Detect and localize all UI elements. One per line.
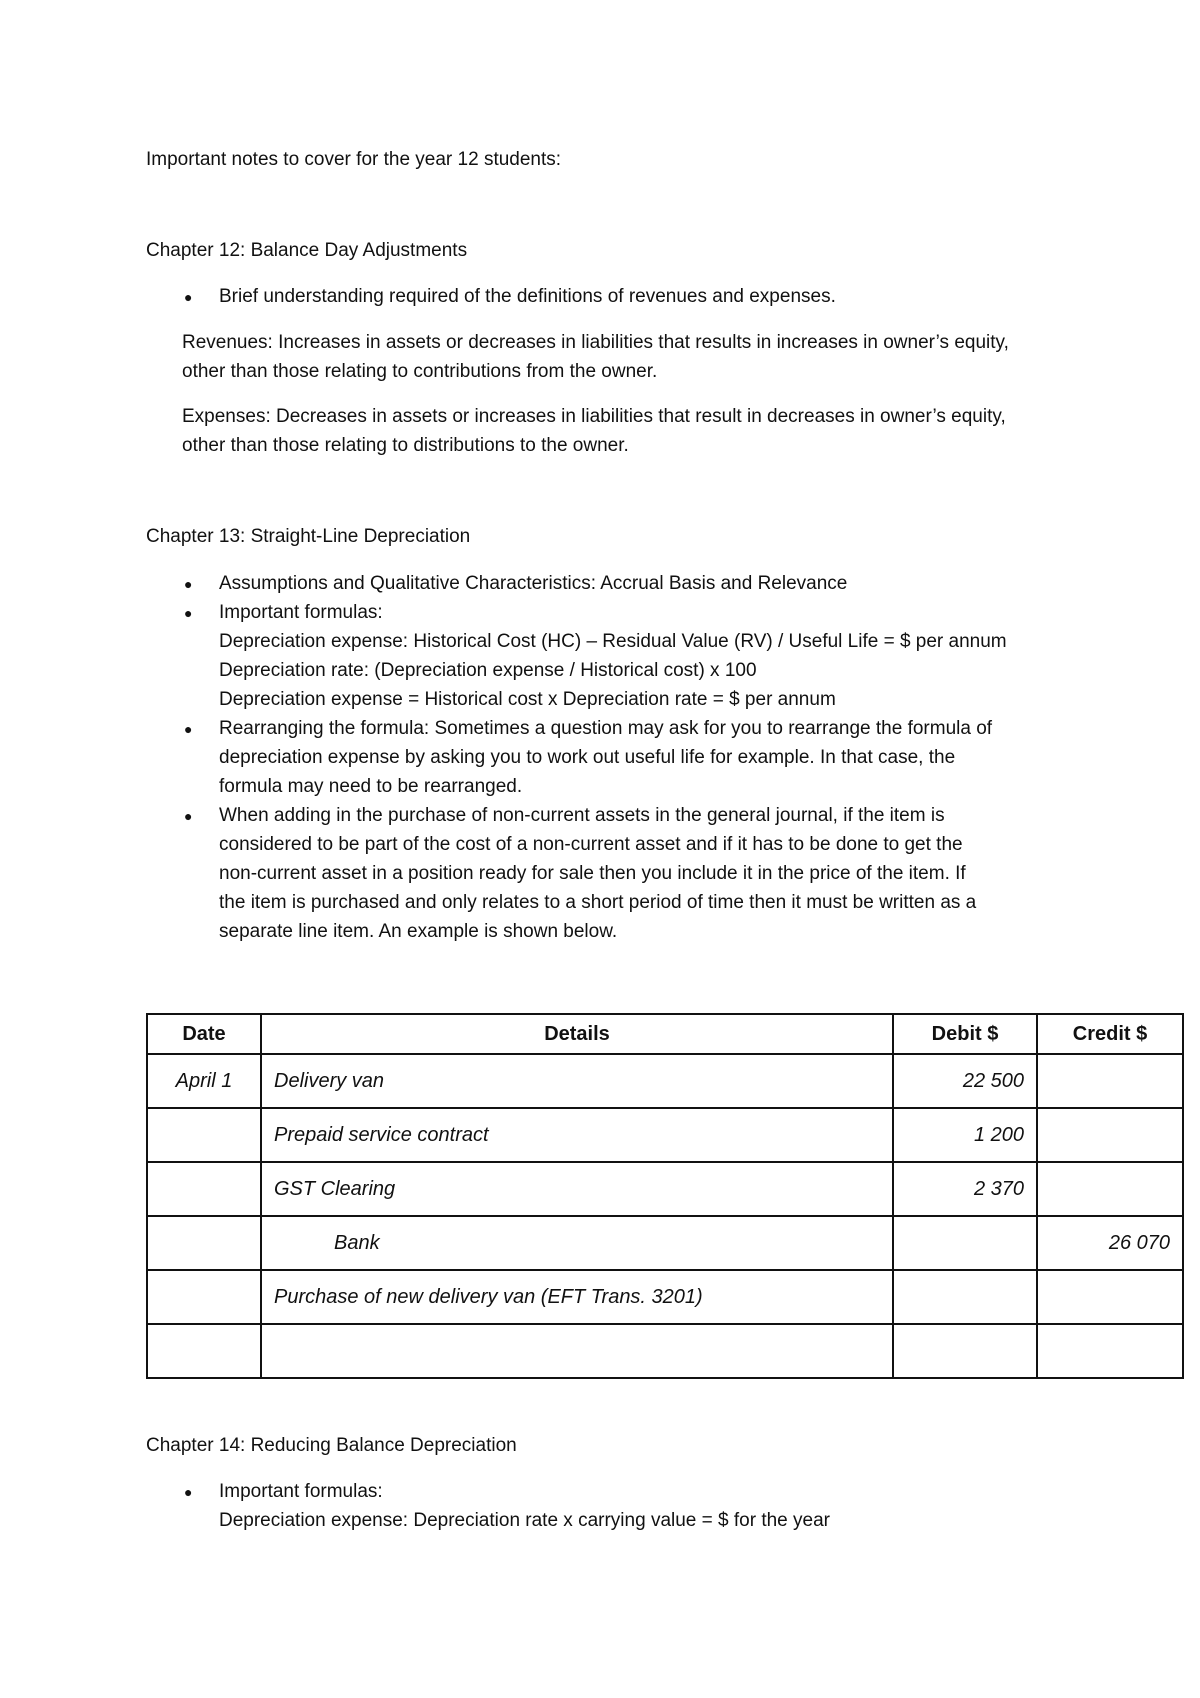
bullet-icon: ● (184, 808, 193, 824)
cell-credit: 26 070 (1037, 1216, 1183, 1270)
header-credit: Credit $ (1037, 1014, 1183, 1054)
chapter-13-bullet-1: Assumptions and Qualitative Characteristics: Accrual Basis and Relevance (219, 573, 848, 594)
chapter-13-bullet-3-line-2: depreciation expense by asking you to work out useful life for example. In that case, the (219, 747, 956, 768)
formula-depreciation-expense-alt: Depreciation expense = Historical cost x Depreciation rate = $ per annum (219, 689, 836, 710)
cell-debit: 1 200 (893, 1108, 1037, 1162)
cell-details: Purchase of new delivery van (EFT Trans. 3201) (261, 1270, 893, 1324)
cell-date (147, 1270, 261, 1324)
formula-reducing-balance: Depreciation expense: Depreciation rate x carrying value = $ for the year (219, 1510, 830, 1531)
general-journal-table (146, 1013, 1184, 1379)
revenues-definition-line-2: other than those relating to contributions from the owner. (182, 361, 658, 382)
intro-text: Important notes to cover for the year 12 students: (146, 149, 562, 170)
chapter-12-heading: Chapter 12: Balance Day Adjustments (146, 240, 468, 261)
cell-details (261, 1324, 893, 1378)
chapter-13-bullet-4-line-4: the item is purchased and only relates to a short period of time then it must be written as a (219, 892, 977, 913)
chapter-14-heading: Chapter 14: Reducing Balance Depreciation (146, 1435, 517, 1456)
cell-date (147, 1216, 261, 1270)
cell-debit: 2 370 (893, 1162, 1037, 1216)
bullet-icon: ● (184, 576, 193, 592)
cell-credit (1037, 1162, 1183, 1216)
table-row (147, 1054, 1183, 1108)
header-date: Date (147, 1014, 261, 1054)
revenues-definition-line-1: Revenues: Increases in assets or decreases in liabilities that results in increases in owner’s equity, (182, 332, 1009, 353)
bullet-icon: ● (184, 721, 193, 737)
table-header-row (147, 1014, 1183, 1054)
chapter-13-bullet-3-line-3: formula may need to be rearranged. (219, 776, 523, 797)
chapter-13-bullet-3-line-1: Rearranging the formula: Sometimes a question may ask for you to rearrange the formula of (219, 718, 993, 739)
header-details: Details (261, 1014, 893, 1054)
cell-details: Bank (261, 1216, 893, 1270)
header-debit: Debit $ (893, 1014, 1037, 1054)
table-row (147, 1270, 1183, 1324)
cell-date (147, 1108, 261, 1162)
formula-depreciation-expense: Depreciation expense: Historical Cost (HC) – Residual Value (RV) / Useful Life = $ per annum (219, 631, 1007, 652)
cell-details: Prepaid service contract (261, 1108, 893, 1162)
expenses-definition-line-1: Expenses: Decreases in assets or increases in liabilities that result in decreases in owner’s equity, (182, 406, 1006, 427)
cell-debit: 22 500 (893, 1054, 1037, 1108)
chapter-13-bullet-4-line-1: When adding in the purchase of non-current assets in the general journal, if the item is (219, 805, 945, 826)
chapter-13-heading: Chapter 13: Straight-Line Depreciation (146, 526, 471, 547)
cell-date (147, 1162, 261, 1216)
table-row (147, 1108, 1183, 1162)
chapter-13-bullet-4-line-3: non-current asset in a position ready for sale then you include it in the price of the item. If (219, 863, 966, 884)
cell-credit (1037, 1324, 1183, 1378)
chapter-12-bullet-1: Brief understanding required of the definitions of revenues and expenses. (219, 286, 836, 307)
cell-credit (1037, 1270, 1183, 1324)
bullet-icon: ● (184, 1484, 193, 1500)
expenses-definition-line-2: other than those relating to distributions to the owner. (182, 435, 629, 456)
chapter-13-bullet-2-title: Important formulas: (219, 602, 383, 623)
chapter-14-bullet-1-title: Important formulas: (219, 1481, 383, 1502)
table-row (147, 1162, 1183, 1216)
cell-credit (1037, 1108, 1183, 1162)
cell-date: April 1 (147, 1054, 261, 1108)
table-row (147, 1216, 1183, 1270)
cell-credit (1037, 1054, 1183, 1108)
bullet-icon: ● (184, 289, 193, 305)
cell-details: Delivery van (261, 1054, 893, 1108)
table-row (147, 1324, 1183, 1378)
chapter-13-bullet-4-line-5: separate line item. An example is shown below. (219, 921, 618, 942)
chapter-13-bullet-4-line-2: considered to be part of the cost of a non-current asset and if it has to be done to get the (219, 834, 963, 855)
bullet-icon: ● (184, 605, 193, 621)
cell-date (147, 1324, 261, 1378)
cell-debit (893, 1324, 1037, 1378)
formula-depreciation-rate: Depreciation rate: (Depreciation expense / Historical cost) x 100 (219, 660, 757, 681)
cell-debit (893, 1270, 1037, 1324)
cell-debit (893, 1216, 1037, 1270)
cell-details: GST Clearing (261, 1162, 893, 1216)
